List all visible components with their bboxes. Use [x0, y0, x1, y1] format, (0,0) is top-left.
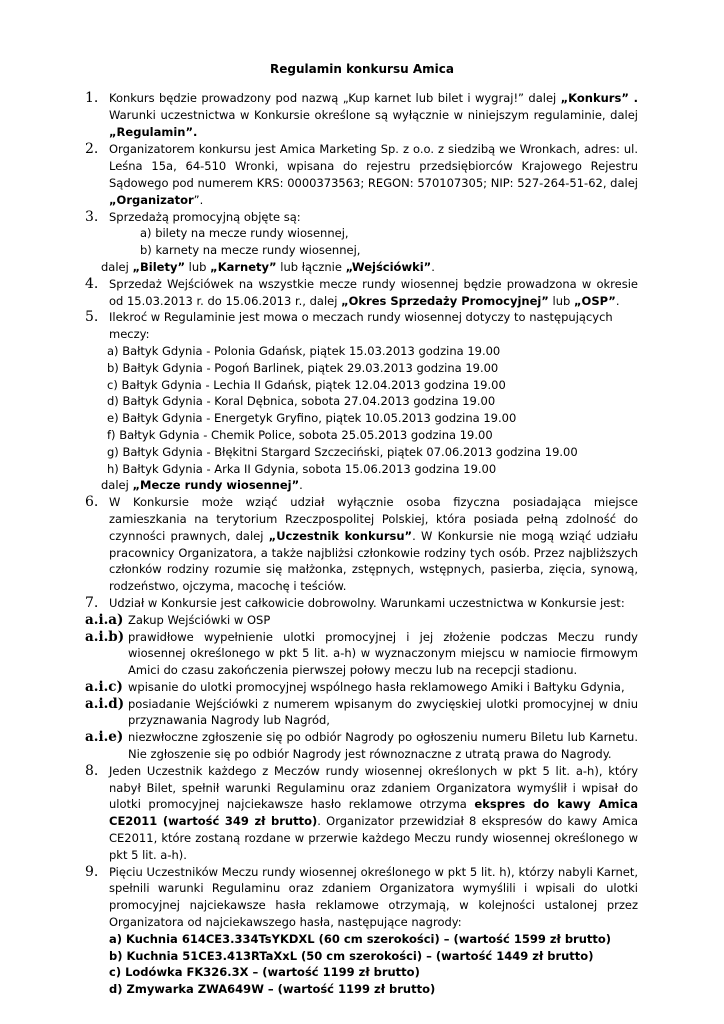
condition-item — [85, 612, 638, 629]
match-item: b) Bałtyk Gdynia - Pogoń Barlinek, piątek 29.03.2013 godzina 19.00 — [107, 360, 499, 375]
condition-item — [85, 629, 638, 679]
conditions-list — [85, 612, 638, 763]
section-text: . — [431, 259, 435, 274]
section-text: lub — [548, 293, 574, 308]
prize-item: d) Zmywarka ZWA649W – (wartość 1199 zł brutto) — [109, 982, 436, 997]
prize-item: b) Kuchnia 51CE3.413RTaXxL (50 cm szerokości) – (wartość 1449 zł brutto) — [109, 948, 594, 963]
match-item: c) Bałtyk Gdynia - Lechia II Gdańsk, piątek 12.04.2013 godzina 19.00 — [107, 377, 506, 392]
section-number: 3. — [85, 208, 99, 225]
section-text: W Konkursie może wziąć udział wyłącznie osoba fizyczna posiadająca miejsce zamieszkania na terytorium Rzeczpospolitej Polskiej, która posiada pełną zdolność do czynności prawnych, dalej — [109, 495, 638, 543]
condition-label: a.i.a) — [85, 611, 124, 628]
list-item: a) bilety na mecze rundy wiosennej, — [140, 226, 349, 241]
section-text: . — [615, 293, 620, 308]
condition-label: a.i.c) — [85, 678, 123, 695]
list-item: b) karnety na mecze rundy wiosennej, — [140, 243, 361, 258]
condition-text: wpisanie do ulotki promocyjnej wspólnego hasła reklamowego Amiki i Bałtyku Gdynia, — [128, 679, 625, 694]
condition-item — [85, 729, 638, 763]
prize-item: c) Lodówka FK326.3X – (wartość 1199 zł brutto) — [109, 965, 420, 980]
section-9 — [85, 864, 638, 998]
section-number: 1. — [85, 90, 99, 106]
section-number: 5. — [85, 309, 99, 326]
defined-term: „Karnety” — [210, 259, 277, 274]
section-1 — [85, 90, 638, 140]
match-item: d) Bałtyk Gdynia - Koral Dębnica, sobota 27.04.2013 godzina 19.00 — [107, 394, 496, 409]
section-4 — [85, 276, 638, 310]
section-text: Ilekroć w Regulaminie jest mowa o meczach rundy wiosennej dotyczy to następujących meczy: — [109, 310, 613, 342]
section-number: 8. — [85, 762, 99, 779]
page-title: Regulamin konkursu Amica — [270, 62, 454, 76]
section-3 — [85, 209, 638, 276]
section-text: Sprzedażą promocyjną objęte są: — [109, 209, 301, 224]
section-text: dalej — [101, 478, 133, 493]
condition-label: a.i.b) — [85, 628, 125, 645]
defined-term: „Uczestnik konkursu” — [268, 528, 413, 543]
condition-text: niezwłoczne zgłoszenie się po odbiór Nagrody po ogłoszeniu numeru Biletu lub Karnetu. Nie zgłoszenie się po odbiór Nagrody jest równoznaczne z utratą prawa do Nagrody. — [128, 730, 638, 762]
section-number: 4. — [85, 275, 99, 292]
section-6 — [85, 494, 638, 595]
condition-item — [85, 679, 638, 696]
match-item: e) Bałtyk Gdynia - Energetyk Gryfino, piątek 10.05.2013 godzina 19.00 — [107, 411, 517, 426]
section-text: ”. — [193, 192, 204, 207]
prize-highlight: ekspres do kawy Amica CE2011 (wartość 349 zł brutto) — [109, 797, 638, 829]
match-item: f) Bałtyk Gdynia - Chemik Police, sobota 25.05.2013 godzina 19.00 — [107, 427, 493, 442]
match-list — [107, 343, 638, 477]
section-text: Warunki uczestnictwa w Konkursie określone są wyłącznie w niniejszym regulaminie, dalej — [109, 107, 638, 122]
section-text: . — [299, 478, 303, 493]
section-text: Udział w Konkursie jest całkowicie dobrowolny. Warunkami uczestnictwa w Konkursie jest: — [109, 595, 625, 610]
defined-term: „Organizator — [109, 192, 194, 207]
section-number: 2. — [85, 141, 99, 158]
section-text-line — [101, 259, 638, 276]
section-number: 9. — [85, 863, 99, 880]
defined-term: „Konkurs” . — [560, 91, 638, 105]
section-text: Organizatorem konkursu jest Amica Marketing Sp. z o.o. z siedzibą we Wronkach, adres: ul. Leśna 15a, 64-510 Wronki, wpisana do rejestru przedsiębiorców Krajowego Rejestru Sądowego pod numerem KRS: 0000373563; REGON: 570107305; NIP: 527-264-51-62, dalej — [109, 142, 638, 190]
section-8 — [85, 763, 638, 864]
defined-term: „Regulamin”. — [109, 124, 198, 139]
section-number: 6. — [85, 494, 99, 511]
section-text: lub łącznie — [276, 259, 346, 274]
defined-term: „Bilety” — [132, 259, 186, 274]
section-text: Jeden Uczestnik każdego z Meczów rundy wiosennej określonych w pkt 5 lit. a-h), który nabył Bilet, spełnił warunki Regulaminu oraz zdaniem Organizatora wymyślił i wpisał do ulotki promocyjnej najciekawsze hasło reklamowe otrzyma — [109, 763, 638, 812]
defined-term: „OSP” — [573, 293, 616, 308]
condition-text: Zakup Wejściówki w OSP — [128, 612, 271, 627]
section-7 — [85, 595, 638, 612]
section-5 — [85, 309, 638, 494]
section-text: . Organizator przewidział 8 ekspresów do kawy Amica CE2011, które zostaną rozdane w przerwie każdego Meczu rundy wiosennej określonego w pkt 5 lit. a-h). — [109, 814, 638, 862]
section-text: . W Konkursie nie mogą wziąć udziału pracownicy Organizatora, a także najbliżsi członkowie rodziny tych osób. Przez najbliższych członków rodziny rozumie się małżonka, zstępnych, wstępnych, pasierba, zięcia, synową, rodzeństwo, ojczyma, macochę i teściów. — [109, 528, 638, 594]
match-item: g) Bałtyk Gdynia - Błękitni Stargard Szczeciński, piątek 07.06.2013 godzina 19.00 — [107, 444, 578, 459]
defined-term: „Mecze rundy wiosennej” — [132, 478, 300, 493]
condition-label: a.i.e) — [85, 729, 124, 746]
condition-text: posiadanie Wejściówki z numerem wpisanym do zwycięskiej ulotki promocyjnej w dniu przyznawania Nagrody lub Nagród, — [128, 696, 638, 728]
section-text: dalej — [101, 259, 133, 274]
defined-term: „Okres Sprzedaży Promocyjnej” — [341, 293, 549, 308]
defined-term: „Wejściówki” — [345, 259, 432, 274]
section-text-line — [101, 477, 638, 494]
section-text: Pięciu Uczestników Meczu rundy wiosennej określonego w pkt 5 lit. h), którzy nabyli Karnet, spełnili warunki Regulaminu oraz zdaniem Organizatora wymyślili i wpisali do ulotki promocyjnej najciekawsze hasła reklamowe otrzymają, w kolejności ustalonej przez Organizatora od najciekawszego hasła, następujące nagrody: — [109, 864, 638, 930]
section-text: lub — [185, 259, 211, 274]
condition-item — [85, 696, 638, 730]
condition-text: prawidłowe wypełnienie ulotki promocyjnej i jej złożenie podczas Meczu rundy wiosennej określonego w pkt 5 lit. a-h) w wyznaczonym miejscu w namiocie firmowym Amici do czasu zakończenia pierwszej połowy meczu lub na recepcji stadionu. — [128, 629, 638, 678]
section-2 — [85, 141, 638, 208]
condition-label: a.i.d) — [85, 695, 125, 712]
regulations-body — [85, 90, 638, 998]
prize-item: a) Kuchnia 614CE3.334TsYKDXL (60 cm szerokości) – (wartość 1599 zł brutto) — [109, 931, 612, 946]
section-number: 7. — [85, 594, 99, 611]
match-item: a) Bałtyk Gdynia - Polonia Gdańsk, piątek 15.03.2013 godzina 19.00 — [107, 343, 501, 358]
match-item: h) Bałtyk Gdynia - Arka II Gdynia, sobota 15.06.2013 godzina 19.00 — [107, 461, 497, 476]
section-text: Konkurs będzie prowadzony pod nazwą „Kup karnet lub bilet i wygraj!” dalej — [109, 91, 561, 105]
section-text: Sprzedaż Wejściówek na wszystkie mecze rundy wiosennej będzie prowadzona w okresie od 15.03.2013 r. do 15.06.2013 r., dalej — [109, 276, 638, 308]
